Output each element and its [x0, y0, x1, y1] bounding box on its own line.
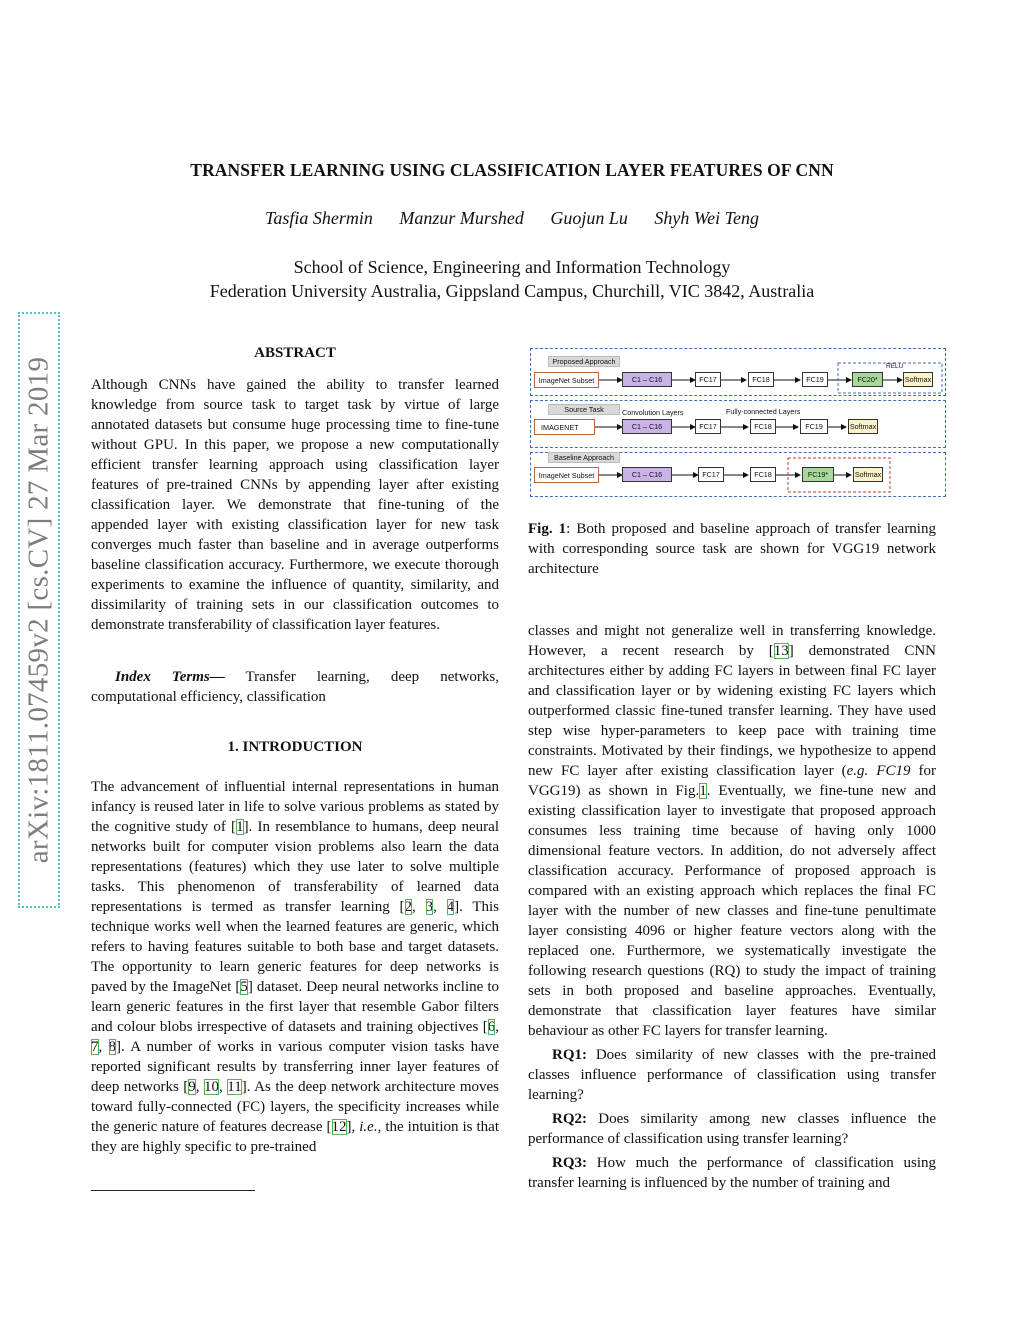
- node-fc: FC17: [698, 467, 724, 482]
- node-conv: C1 – C16: [622, 372, 672, 387]
- intro-text: ]. In resemblance to humans, deep neural networks built for computer vision problems also learn the data representations (features) which they use later to solve multiple tasks. This phenomenon of transferability of learned data representations is termed as transfer learning [: [91, 819, 500, 915]
- affiliation-line: School of Science, Engineering and Information Technology: [293, 257, 731, 277]
- node-input: IMAGENET: [534, 419, 595, 435]
- figure-caption: [528, 519, 936, 579]
- citation-link[interactable]: 7: [91, 1039, 99, 1055]
- caption-label: Fig. 1: [528, 521, 567, 537]
- node-fc-new: FC20*: [852, 372, 883, 387]
- citation-link[interactable]: 9: [188, 1079, 196, 1095]
- node-input: ImageNet Subset: [534, 467, 599, 483]
- caption-text: : Both proposed and baseline approach of transfer learning with corresponding source task are shown for VGG19 network architecture: [528, 521, 936, 577]
- source-task-label: Source Task: [548, 404, 620, 415]
- affiliation-line: Federation University Australia, Gippsland Campus, Churchill, VIC 3842, Australia: [209, 281, 815, 301]
- fc-layers-label: Fully-connected Layers: [726, 407, 801, 416]
- body-text: FC19: [876, 763, 911, 779]
- rq-label: RQ1:: [552, 1047, 587, 1063]
- citation-link[interactable]: 10: [204, 1079, 220, 1095]
- author-list: [0, 208, 1024, 229]
- intro-text: ],: [346, 1119, 356, 1135]
- affiliation: [0, 255, 1024, 303]
- relu-label: RELU: [886, 363, 904, 370]
- intro-text: ]. This technique works well when the learned features are generic, which refers to having features suitable to both base and target datasets. The opportunity to learn generic features for deep networks is paved by the ImageNet [: [91, 899, 500, 995]
- intro-text: i.e.: [359, 1119, 378, 1135]
- baseline-approach-label: Baseline Approach: [548, 452, 620, 463]
- author-name: Shyh Wei Teng: [654, 208, 760, 228]
- node-softmax: Softmax: [853, 467, 883, 482]
- citation-link[interactable]: 6: [487, 1019, 496, 1035]
- intro-text: ] dataset. Deep neural networks incline to learn generic features in the first layer that resemble Gabor filters and colour blobs irrespective of datasets and training objectives [: [91, 979, 499, 1035]
- rq-label: RQ3:: [552, 1155, 587, 1171]
- figure-link[interactable]: 1: [699, 783, 707, 799]
- node-fc: FC17: [695, 372, 721, 387]
- node-fc: FC19: [802, 372, 828, 387]
- citation-link[interactable]: 3: [425, 899, 434, 915]
- intro-text: , the intuition is that they are highly specific to pre-trained: [91, 1119, 499, 1155]
- proposed-approach-label: Proposed Approach: [548, 356, 620, 367]
- author-name: Guojun Lu: [550, 208, 628, 228]
- node-fc: FC18: [748, 372, 774, 387]
- footnote-rule: [91, 1190, 255, 1191]
- node-softmax: Softmax: [903, 372, 933, 387]
- citation-link[interactable]: 2: [404, 899, 413, 915]
- citation-link[interactable]: 13: [773, 643, 789, 659]
- rq-text: Does similarity among new classes influence the performance of classification using transfer learning?: [528, 1111, 936, 1147]
- citation-link[interactable]: 11: [227, 1079, 242, 1095]
- node-fc: FC17: [695, 419, 721, 434]
- body-text: for VGG19) as shown in Fig.: [528, 763, 936, 799]
- arxiv-stamp-text: arXiv:1811.07459v2 [cs.CV] 27 Mar 2019: [22, 356, 55, 864]
- body-text: ] demonstrated CNN architectures either by adding FC layers in between final FC layer and classification layer or by widening existing FC layers which outperformed classic fine-tuned transfer learning. They have used step wise hyper-parameters to keep pace with training time constraints. Motivated by their findings, we hypothesize to append new FC layer after existing classification layer (: [528, 643, 936, 779]
- intro-text: ]. As the deep network architecture moves toward fully-connected (FC) layers, the specificity increases while the generic nature of features decrease [: [91, 1079, 500, 1135]
- citation-link[interactable]: 1: [236, 819, 244, 835]
- citation-link[interactable]: 4: [446, 899, 455, 915]
- abstract-body: [91, 375, 499, 635]
- abstract-text: Although CNNs have gained the ability to transfer learned knowledge from source task to target task by virtue of large annotated datasets but consume huge processing time to fine-tune without GPU. In this paper, we propose a new computationally efficient transfer learning approach using classification layer features of pre-trained CNNs by appending layer after existing classification layer. We demonstrate that fine-tuning of the appended layer with existing classification layer for new task converges much faster than baseline and in average outperforms baseline classification accuracy. Furthermore, we execute thorough experiments to examine the influence of quantity, similarity, and dissimilarity of training sets in our classification outcomes to demonstrate transferability of classification layer features.: [91, 377, 499, 633]
- citation-link[interactable]: 12: [331, 1119, 347, 1135]
- right-column-body: [528, 621, 936, 1193]
- conv-layers-label: Convolution Layers: [622, 408, 684, 417]
- paper-title: TRANSFER LEARNING USING CLASSIFICATION LAYER FEATURES OF CNN: [190, 160, 834, 180]
- index-terms: [91, 667, 499, 707]
- citation-link[interactable]: 8: [108, 1039, 117, 1055]
- node-fc: FC18: [750, 419, 776, 434]
- body-text: classes and might not generalize well in transferring knowledge. However, a recent research by [: [528, 623, 936, 659]
- figure-1: [528, 346, 947, 499]
- author-name: Tasfia Shermin: [264, 208, 373, 228]
- node-fc-new: FC19*: [802, 467, 834, 482]
- intro-text: ]. A number of works in various computer vision tasks have reported significant results by transferring inner layer features of deep networks [: [91, 1039, 499, 1095]
- intro-heading: 1. INTRODUCTION: [227, 739, 363, 755]
- node-softmax: Softmax: [848, 419, 878, 434]
- rq-text: How much the performance of classification using transfer learning is influenced by the number of training and: [528, 1155, 936, 1191]
- body-text: e.g.: [846, 763, 869, 779]
- node-conv: C1 – C16: [622, 467, 672, 482]
- rq-text: Does similarity of new classes with the pre-trained classes influence performance of classification using transfer learning?: [528, 1047, 936, 1103]
- body-text: . Eventually, we fine-tune new and existing classification layer to investigate that proposed approach consumes less training time because of having only 1000 dimensional feature vectors. In addition, do not adversely affect classification accuracy. Performance of proposed approach is compared with an existing approach which replaces the final FC layer with the number of new classes and fine-tune penultimate layer consisting 4096 or higher feature vectors along with the replaced one. Furthermore, we systematically investigate the following research questions (RQ) to study the impact of training sets in both proposed and baseline approaches. Eventually, demonstrate that classification layer features have similar behaviour as other FC layers for transfer learning.: [528, 783, 936, 1039]
- citation-link[interactable]: 5: [240, 979, 248, 995]
- rq-label: RQ2:: [552, 1111, 587, 1127]
- node-input: ImageNet Subset: [534, 372, 599, 388]
- node-fc: FC18: [750, 467, 776, 482]
- abstract-heading: ABSTRACT: [254, 345, 336, 361]
- node-conv: C1 – C16: [622, 419, 672, 434]
- intro-text: The advancement of influential internal representations in human infancy is reused later in life to solve various problems as stated by the cognitive study of [: [91, 779, 499, 835]
- intro-body: The advancement of influential internal representations in human infancy is reused later in life to solve various problems as stated by the cognitive study of [1]. In resemblance to humans, deep neural networks built for computer vision problems also learn the data representations (features) which they use later to solve multiple tasks. This phenomenon of transferability of learned data representations is termed as transfer learning [2, 3, 4]. This technique works well when the learned features are generic, which refers to having features suitable to both base and target datasets. The opportunity to learn generic features for deep networks is paved by the ImageNet [5] dataset. Deep neural networks incline to learn generic features in the first layer that resemble Gabor filters and colour blobs irrespective of datasets and training objectives [6, 7, 8]. A number of works in various computer vision tasks have reported significant results by transferring inner layer features of deep networks [9, 10, 11]. As the deep network architecture moves toward fully-connected (FC) layers, the specificity increases while the generic nature of features decrease [12], i.e., the intuition is that they are highly specific to pre-trained: [91, 779, 500, 1155]
- index-terms-label: Index Terms—: [115, 669, 225, 685]
- author-name: Manzur Murshed: [399, 208, 524, 228]
- index-terms-text: Transfer learning, deep networks, computational efficiency, classification: [91, 669, 499, 705]
- node-fc: FC19: [800, 419, 828, 434]
